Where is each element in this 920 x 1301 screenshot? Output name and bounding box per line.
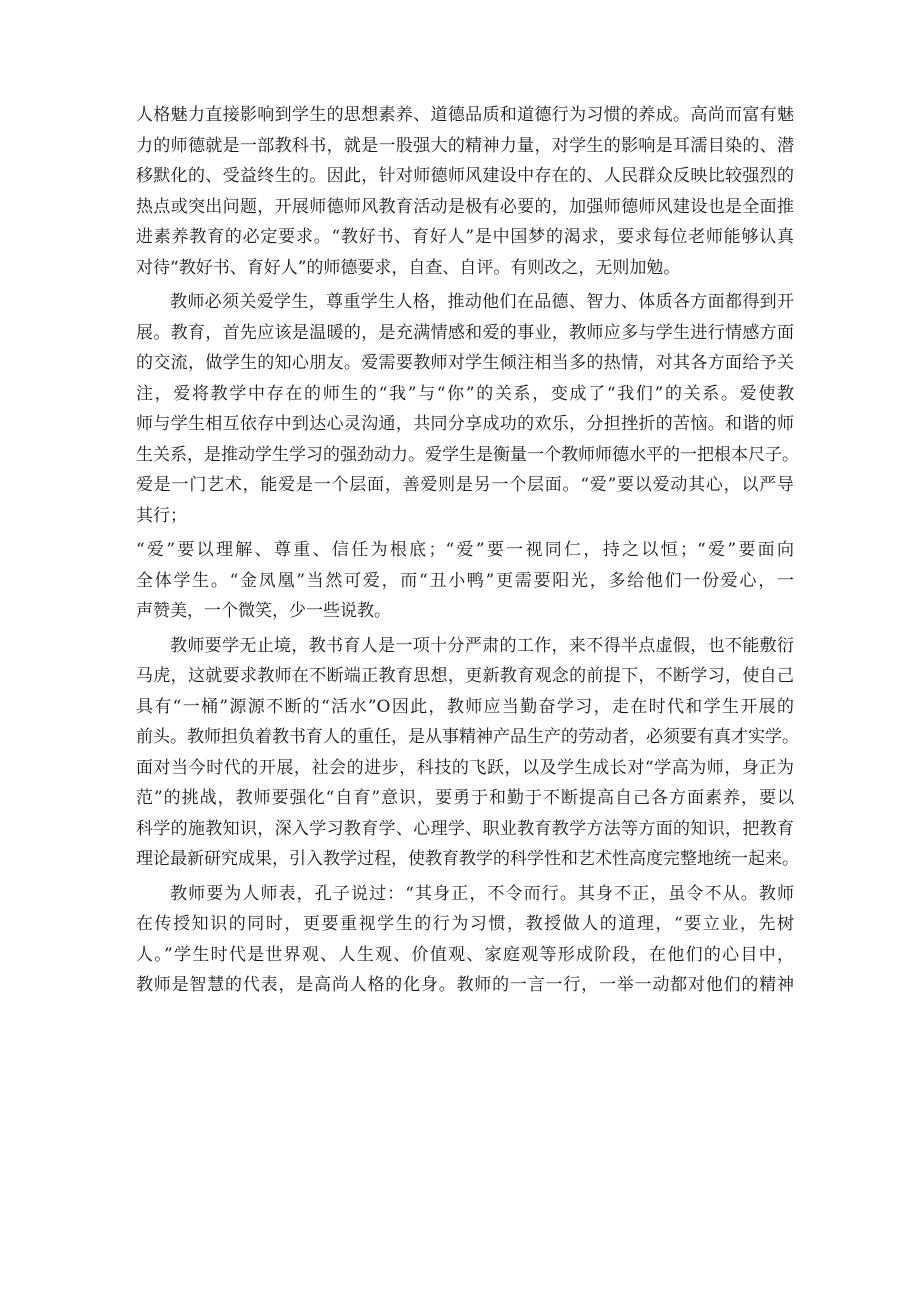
text-line: 教师是智慧的代表，是高尚人格的化身。教师的一言一行，一举一动都对他们的精神	[136, 975, 794, 995]
text-line: 教师要为人师表，孔子说过：“其身正，不令而行。其身不正，虽令不从。教师	[170, 883, 794, 904]
text-line: 注，爱将教学中存在的师生的“我”与“你”的关系，变成了“我们”的关系。爱使教	[136, 383, 794, 404]
text-line: 的交流，做学生的知心朋友。爱需要教师对学生倾注相当多的热情，对其各方面给予关	[136, 353, 794, 373]
text-line: 移默化的、受益终生的。因此，针对师德师风建设中存在的、人民群众反映比较强烈的	[136, 166, 794, 186]
text-line: 人格魅力直接影响到学生的思想素养、道德品质和道德行为习惯的养成。高尚而富有魅	[136, 105, 794, 125]
paragraph-4	[136, 631, 799, 875]
text-line: 力的师德就是一部教科书，就是一股强大的精神力量，对学生的影响是耳濡目染的、潜	[136, 135, 794, 156]
text-line: 声赞美，一个微笑，少一些说教。	[136, 601, 391, 621]
text-line: 展。教育，首先应该是温暖的，是充满情感和爱的事业，教师应多与学生进行情感方面	[136, 322, 794, 343]
text-line: 范”的挑战，教师要强化“自育”意识，要勇于和勤于不断提高自己各方面素养，要以	[136, 788, 794, 808]
text-line: 对待“教好书、育好人”的师德要求，自查、自评。有则改之，无则加勉。	[136, 257, 681, 278]
text-line: 人。”学生时代是世界观、人生观、价值观、家庭观等形成阶段，在他们的心目中，	[136, 944, 794, 965]
text-line: 热点或突出问题，开展师德师风教育活动是极有必要的，加强师德师风建设也是全面推	[136, 196, 794, 217]
text-line: 理论最新研究成果，引入教学过程，使教育教学的科学性和艺术性高度完整地统一起来。	[136, 849, 799, 869]
text-line: 教师要学无止境，教书育人是一项十分严肃的工作，来不得半点虚假，也不能敷衍	[170, 635, 794, 656]
paragraph-5	[136, 879, 794, 1001]
text-line: 进素养教育的必定要求。“教好书、育好人”是中国梦的渴求，要求每位老师能够认真	[136, 227, 794, 247]
text-line: 在传授知识的同时，更要重视学生的行为习惯，教授做人的道理，“要立业，先树	[136, 914, 794, 934]
text-line: 前头。教师担负着教书育人的重任，是从事精神产品生产的劳动者，必须要有真才实学。	[136, 727, 799, 747]
text-line: 生关系，是推动学生学习的强劲动力。爱学生是衡量一个教师师德水平的一把根本尺子。	[136, 444, 799, 465]
text-line: 教师必须关爱学生，尊重学生人格，推动他们在品德、智力、体质各方面都得到开	[170, 292, 794, 312]
text-line: “爱”要以理解、尊重、信任为根底；“爱”要一视同仁，持之以恒；“爱”要面向	[136, 540, 794, 560]
text-line: 爱是一门艺术，能爱是一个层面，善爱则是另一个层面。“爱”要以爱动其心，以严导	[136, 475, 794, 495]
text-line: 科学的施教知识，深入学习教育学、心理学、职业教育教学方法等方面的知识，把教育	[136, 818, 794, 839]
text-line: 马虎，这就要求教师在不断端正教育思想，更新教育观念的前提下，不断学习，使自己	[136, 666, 794, 686]
text-line: 其行；	[136, 505, 187, 526]
paragraph-3	[136, 535, 794, 627]
text-line: 师与学生相互依存中到达心灵沟通，共同分享成功的欢乐，分担挫折的苦恼。和谐的师	[136, 414, 794, 434]
paragraph-1	[136, 100, 794, 283]
text-line: 全体学生。“金凤凰”当然可爱，而“丑小鸭”更需要阳光，多给他们一份爱心，一	[136, 570, 794, 591]
text-line: 具有“一桶”源源不断的“活水”O因此，教师应当勤奋学习，走在时代和学生开展的	[136, 696, 794, 717]
paragraph-2	[136, 287, 799, 531]
text-line: 面对当今时代的开展，社会的进步，科技的飞跃，以及学生成长对“学高为师，身正为	[136, 757, 794, 778]
